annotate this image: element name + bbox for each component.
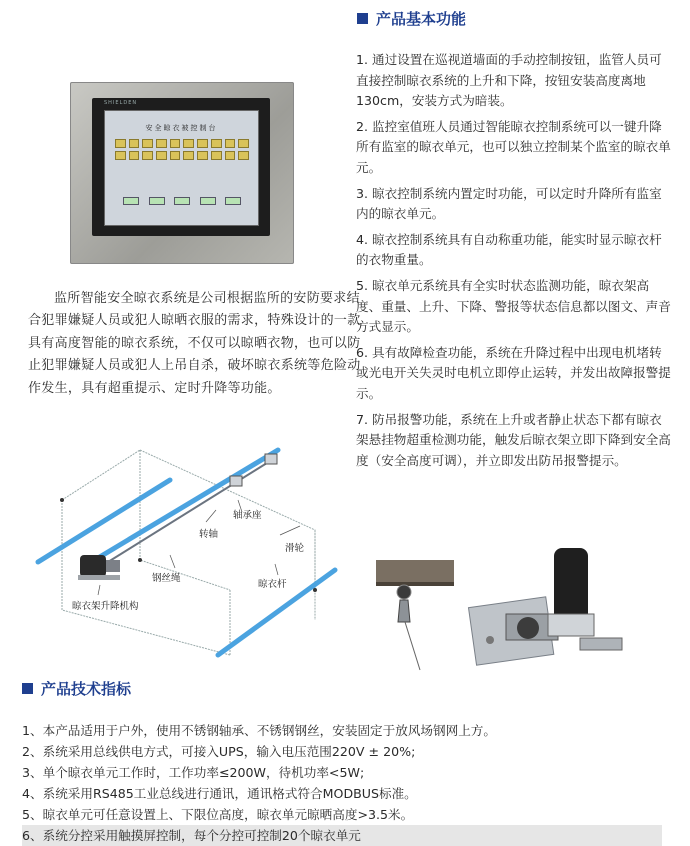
screen-buttons	[123, 197, 241, 205]
drying-rod	[98, 450, 278, 558]
pulley-dot	[313, 588, 317, 592]
label-bearing: 轴承座	[233, 510, 262, 521]
spec-item: 3、单个晾衣单元工作时，工作功率≤200W，待机功率<5W;	[22, 765, 365, 780]
bearing-seat	[230, 476, 242, 486]
drying-rod	[38, 480, 170, 562]
function-item: 5. 晾衣单元系统具有全实时状态监测功能，晾衣架高度、重量、上升、下降、警报等状态信息都以图文、声音方式显示。	[356, 277, 671, 335]
functions-heading	[357, 8, 466, 29]
wire-line	[140, 450, 315, 620]
panel-screen	[104, 110, 259, 226]
motor-assembly-photo	[468, 548, 622, 665]
function-item: 3. 晾衣控制系统内置定时功能，可以定时升降所有监室内的晾衣单元。	[356, 185, 662, 222]
label-pulley: 滑轮	[285, 543, 305, 554]
functions-list	[356, 50, 674, 476]
pulley-dot	[138, 558, 142, 562]
label-shaft: 转轴	[199, 529, 219, 540]
label-rod: 晾衣杆	[258, 579, 287, 590]
bearing-seat	[265, 454, 277, 464]
system-diagram	[20, 440, 350, 680]
wire-line	[62, 450, 140, 500]
screen-unit-grid	[115, 139, 249, 160]
specs-heading-text: 产品技术指标	[41, 680, 132, 698]
pulley-photo	[376, 560, 454, 670]
label-mechanism: 晾衣架升降机构	[72, 601, 139, 612]
function-item: 1. 通过设置在巡视道墙面的手动控制按钮，监管人员可直接控制晾衣系统的上升和下降，按钮安装高度离地130cm，安装方式为暗装。	[356, 52, 662, 109]
spec-item: 6、系统分控采用触摸屏控制，每个分控可控制20个晾衣单元	[22, 825, 662, 846]
pulley-dot	[60, 498, 64, 502]
spec-item: 4、系统采用RS485工业总线进行通讯，通讯格式符合MODBUS标准。	[22, 786, 417, 801]
function-item: 4. 晾衣控制系统具有自动称重功能，能实时显示晾衣杆的衣物重量。	[356, 231, 662, 268]
specs-heading	[22, 678, 131, 699]
label-wire: 钢丝绳	[152, 573, 181, 584]
panel-brand: SHIELDEN	[104, 100, 138, 106]
spec-item: 5、晾衣单元可任意设置上、下限位高度，晾衣单元晾晒高度>3.5米。	[22, 807, 414, 822]
spec-item: 1、本产品适用于户外，使用不锈钢轴承、不锈钢钢丝，安装固定于放风场钢网上方。	[22, 723, 496, 738]
mechanism-photos	[376, 540, 676, 690]
intro-paragraph: 监所智能安全晾衣系统是公司根据监所的安防要求结合犯罪嫌疑人员或犯人晾晒衣服的需求，特殊设计的一款具有高度智能的晾衣系统，不仅可以晾晒衣物，也可以防止犯罪嫌疑人员或犯人上吊自杀，破坏晾衣系统等危险动作发生，具有超重提示、定时升降等功能。	[28, 291, 361, 396]
screen-title: 安全晾衣被控制台	[145, 124, 218, 132]
function-item: 2. 监控室值班人员通过智能晾衣控制系统可以一键升降所有监室的晾衣单元，也可以独立控制某个监室的晾衣单元。	[356, 118, 671, 175]
function-item: 7. 防吊报警功能，系统在上升或者静止状态下都有晾衣架悬挂物超重检测功能，触发后晾衣架立即下降到安全高度（安全高度可调），并立即发出防吊报警提示。	[356, 411, 671, 468]
specs-list	[22, 720, 662, 846]
heading-square-icon	[357, 13, 368, 24]
heading-square-icon	[22, 683, 33, 694]
functions-heading-text: 产品基本功能	[376, 10, 467, 28]
function-item: 6. 具有故障检查功能，系统在升降过程中出现电机堵转或光电开关失灵时电机立即停止运转，并发出故障报警提示。	[356, 344, 671, 401]
spec-item: 2、系统采用总线供电方式，可接入UPS，输入电压范围220V ± 20%;	[22, 744, 416, 759]
